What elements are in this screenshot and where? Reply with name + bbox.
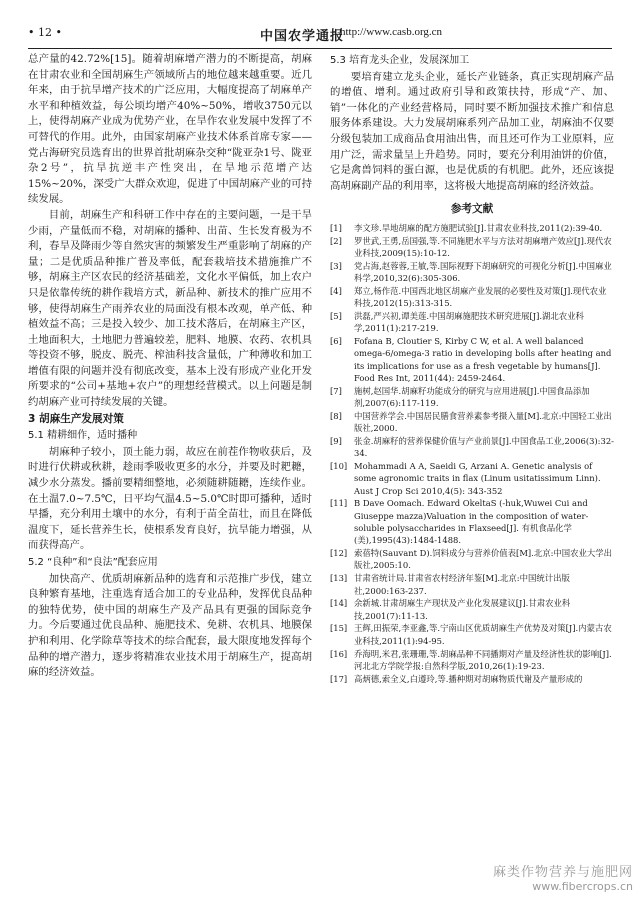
reference-text: 李文珍.旱地胡麻的配方施肥试验[J].甘肃农业科技,2011(2):39-40. [354, 222, 603, 233]
reference-number: [8] [330, 410, 342, 421]
subsection-heading: 5.2 “良种”和“良法”配套应用 [28, 557, 158, 568]
watermark [493, 861, 633, 893]
reference-item [330, 222, 614, 234]
reference-number: [3] [330, 260, 342, 271]
reference-item [330, 547, 614, 572]
reference-text: 施树,赵国华.胡麻籽功能成分的研究与应用进展[J].中国食品添加剂,2007(6):117-119. [354, 385, 590, 409]
reference-item [330, 572, 614, 597]
references-list [330, 222, 614, 685]
reference-number: [16] [330, 648, 348, 659]
reference-number: [10] [330, 461, 348, 472]
reference-text: 余新城.甘肃胡麻生产现状及产业化发展建议[J].甘肃农业科技,2001(7):11-13. [354, 598, 571, 621]
reference-item [330, 622, 614, 647]
reference-item [330, 235, 614, 260]
reference-item [330, 410, 614, 435]
body-paragraph: 要培育建立龙头企业，延长产业链条，真正实现胡麻产品的增值、增利。通过政府引导和政策扶持，形成“产、加、销”一体化的产业经营格局，同时要不断加强技术推广和信息服务体系建设。大力发展胡麻系列产品加工业，胡麻油不仅要分级包装加工成商品食用油出售，而且还可作为工业原料，应用广泛，需求量呈上升趋势。同时，要充分利用油饼的价值，它是禽兽饲料的蛋白源，也是优质的有机肥。此外，还应该提高胡麻副产品的利用率，这将极大地提高胡麻的经济效益。 [330, 70, 614, 192]
reference-number: [7] [330, 385, 342, 396]
reference-text: Fofana B, Cloutier S, Kirby C W, et al. A well balanced omega-6/omega-3 ratio in developing bolls after heating and its implications for use as a fresh vegetable by humans[J]. Food Res Int, 2011(44): 2459-2464. [354, 336, 612, 383]
reference-item [330, 435, 614, 460]
reference-item [330, 285, 614, 310]
reference-text: 中国营养学会.中国居民膳食营养素参考摄入量[M].北京:中国轻工业出版社,2000. [354, 410, 612, 434]
journal-title: 中国农学通报 [260, 29, 345, 44]
reference-text: Mohammadi A A, Saeidi G, Arzani A. Genetic analysis of some agronomic traits in flax (Linum usitatissimum Linn). Aust J Crop Sci 2010,4(5): 343-352 [354, 461, 601, 496]
reference-text: 党占海,赵蓉蓉,王敏,等.国际视野下胡麻研究的可视化分析[J].中国麻业科学,2010,32(6):305-306. [354, 260, 612, 284]
reference-item [330, 310, 614, 335]
body-paragraph: 目前，胡麻生产和科研工作中存在的主要问题，一是干旱少雨，产量低而不稳，对胡麻的播种、出苗、生长发育极为不利，春旱及降雨少等自然灾害的频繁发生严重影响了胡麻的产量；二是优质品种推广普及率低，配套栽培技术措施推广不够，胡麻主产区农民的经济基础差，文化水平偏低，加上农户只是依靠传统的耕作栽培方式，新品种、新技术的推广应用不够，使得胡麻生产雨养农业的局面没有根本改观，单产低、种植效益不高；三是投入较少、加工技术落后，在胡麻主产区，土地面积大，土地肥力普遍较差，肥料、地膜、农药、农机具等投资不够，脱皮、脱壳、榨油科技含量低，广种薄收和加工增值有限的问题并没有彻底改变，基本上没有形成产业化开发所要求的“公司+基地+农户”的理想经营模式。以上问题是制约胡麻产业可持续发展的关键。 [28, 208, 312, 409]
subsection-heading: 5.1 精耕细作，适时播种 [28, 430, 138, 442]
body-paragraph: 加快高产、优质胡麻新品种的选育和示范推广步伐，建立良种繁育基地，注重选育适合加工的专业品种，发挥优良品种的独特优势，使中国的胡麻生产及产品具有更强的国际竞争力。今后要通过优良品种、施肥技术、免耕、农机具、地膜保护和利用、化学除草等技术的综合配套，最大限度地发挥每个品种的增产潜力，逐步将精准农业技术用于胡麻生产，提高胡麻的经济效益。 [28, 572, 312, 679]
reference-item [330, 648, 614, 673]
reference-item [330, 335, 614, 384]
section-heading: 3 胡麻生产发展对策 [28, 412, 124, 425]
reference-item [330, 260, 614, 285]
reference-number: [4] [330, 285, 342, 296]
reference-text: 乔海明,米君,张珊珊,等.胡麻品种不同播期对产量及经济性状的影响[J].河北北方学院学报:自然科学版,2010,26(1):19-23. [354, 648, 612, 671]
body-paragraph: 胡麻种子较小，顶土能力弱，故应在前茬作物收获后，及时进行伏耕或秋耕，趁雨季吸收更多的水分，并要及时耙耱，减少水分蒸发。播前要精细整地，必须随耕随耱，连续作业。在土温7.0~7.5℃，日平均气温4.5~5.0℃时即可播种，适时早播，充分利用土壤中的水分，有利于苗全苗壮，而且在降低温度下，延长营养生长，使根系发育良好，抗旱能力增强，从而获得高产。 [28, 445, 312, 552]
reference-text: 郑立,杨作范.中国西北地区胡麻产业发展的必要性及对策[J].现代农业科技,2012(15):313-315. [354, 285, 607, 309]
reference-text: B Dave Oomach. Edward OkeltaS (-huk,Wuwei Cui and Giuseppe mazza)Valuation in the composition of water- soluble polysaccharides in Flaxseed[J]. 有机食品化学(美),1995(43):1484-1488. [354, 498, 589, 546]
body-paragraph: 总产量的42.72%[15]。随着胡麻增产潜力的不断提高，胡麻在甘肃农业和全国胡麻生产领域所占的地位越来越重要。近几年来，由于抗旱增产技术的广泛应用，大幅度提高了胡麻单产水平和种植效益，每公顷均增产40%~50%，增收3750元以上，使得胡麻产业成为优势产业，在旱作农业发展中发挥了不可替代的作用。此外，由国家胡麻产业技术体系首席专家——党占海研究员选育出的世界首批胡麻杂交种“陇亚杂1号、陇亚杂2号”，抗旱抗逆丰产性突出，在旱地示范增产达15%~20%，深受广大群众欢迎，促进了中国胡麻产业的可持续发展。 [28, 53, 312, 206]
watermark-title: 麻类作物营养与施肥网 [492, 865, 633, 880]
right-column [330, 52, 614, 685]
reference-number: [14] [330, 598, 348, 609]
reference-text: 索蓓特(Sauvant D).饲料成分与营养价值表[M].北京:中国农业大学出版社,2005:10. [354, 548, 613, 571]
reference-item [330, 385, 614, 410]
reference-text: 王辉,田振荣,李亚鑫,等.宁南山区优质胡麻生产优势及对策[J].内蒙古农业科技,2011(1):94-95. [354, 623, 612, 646]
references-heading: 参考文献 [450, 203, 494, 216]
reference-number: [2] [330, 235, 342, 246]
reference-text: 甘肃省统计局.甘肃省农村经济年鉴[M].北京:中国统计出版社,2000:163-237. [354, 573, 570, 596]
reference-number: [9] [330, 435, 342, 446]
reference-item [330, 597, 614, 622]
subsection-heading: 5.3 培育龙头企业，发展深加工 [330, 55, 470, 66]
reference-text: 高炳德,索全义,白遵玲,等.播种期对胡麻物质代谢及产量形成的 [354, 673, 583, 684]
reference-text: 洪磊,严兴初,谭美莲.中国胡麻施肥技术研究进展[J].湖北农业科学,2011(1):217-219. [354, 311, 584, 334]
reference-item [330, 460, 614, 497]
reference-item [330, 497, 614, 546]
reference-text: 张金.胡麻籽的营养保健价值与产业前景[J].中国食品工业,2006(3):32-34. [354, 435, 614, 459]
page-number: • 12 • [28, 26, 62, 39]
journal-url[interactable]: http://www.casb.org.cn [340, 26, 443, 38]
reference-number: [5] [330, 311, 342, 322]
reference-number: [13] [330, 573, 348, 584]
reference-number: [11] [330, 498, 348, 509]
left-column [28, 52, 312, 681]
reference-text: 罗世武,王勇,岳国强,等.不同施肥水平与方法对胡麻增产效应[J].现代农业科技,2009(15):10-12. [354, 235, 612, 259]
page-header [28, 22, 612, 49]
reference-number: [12] [330, 548, 348, 559]
reference-number: [1] [330, 222, 342, 233]
reference-number: [17] [330, 673, 348, 684]
reference-number: [15] [330, 623, 348, 634]
reference-number: [6] [330, 336, 342, 347]
reference-item [330, 673, 614, 685]
watermark-url: www.fibercrops.cn [532, 880, 633, 893]
